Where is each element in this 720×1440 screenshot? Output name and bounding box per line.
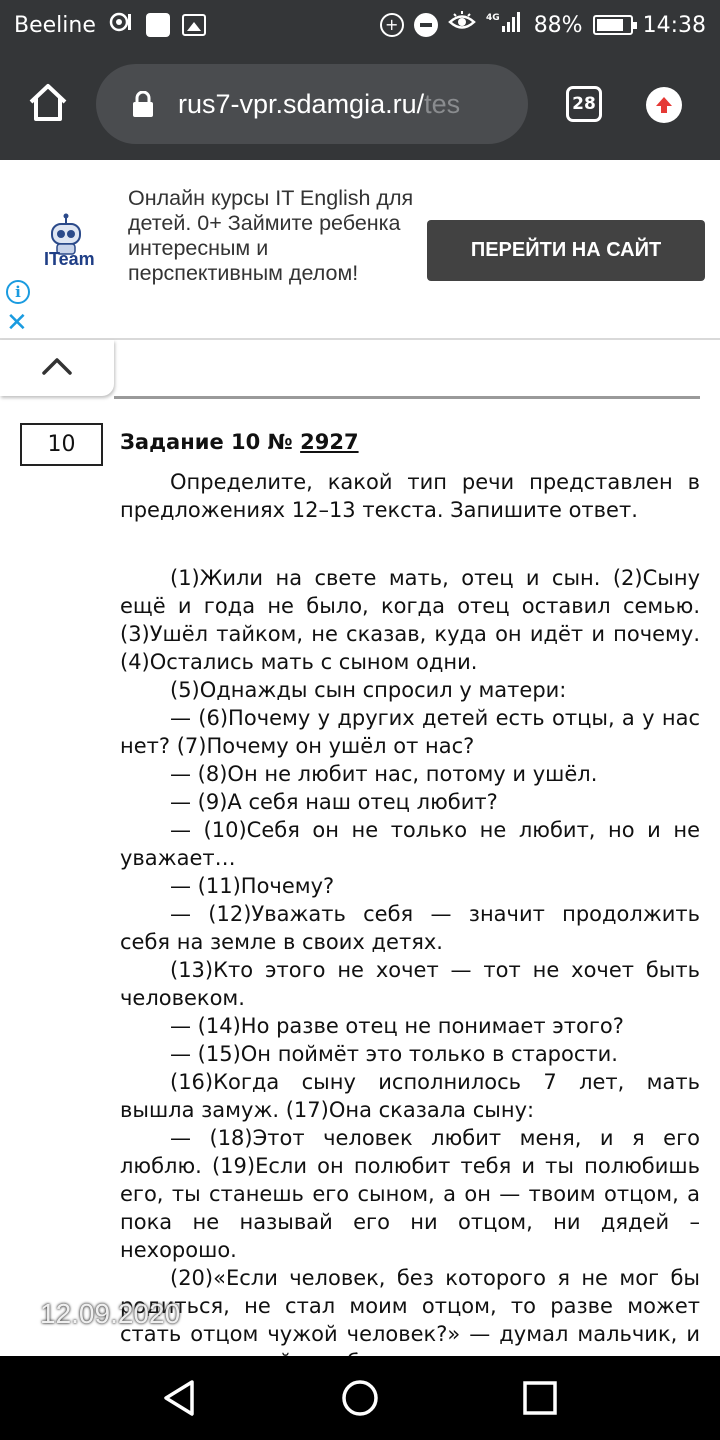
collapse-ad-button[interactable] xyxy=(0,340,114,396)
home-nav-icon[interactable] xyxy=(338,1376,382,1420)
text-paragraph: — (8)Он не любит нас, потому и ушёл. xyxy=(170,762,598,786)
home-icon[interactable] xyxy=(26,80,70,124)
do-not-disturb-icon xyxy=(414,13,438,37)
iteam-logo[interactable] xyxy=(42,212,116,282)
recents-icon[interactable] xyxy=(518,1376,562,1420)
text-paragraph: (1)Жили на свете мать, отец и сын. (2)Сыну ещё и года не было, когда отец оставил семью. (3)Ушёл тайком, не сказав, куда он идёт и почему. (4)Остались мать с сыном одни. xyxy=(120,566,700,674)
status-bar xyxy=(0,0,720,50)
lock-icon xyxy=(132,91,154,117)
go-to-site-button[interactable]: ПЕРЕЙТИ НА САЙТ xyxy=(427,220,705,281)
text-paragraph: (5)Однажды сын спросил у матери: xyxy=(170,678,567,702)
url-text xyxy=(178,89,460,120)
text-paragraph: — (6)Почему у других детей есть отцы, а у нас нет? (7)Почему он ушёл от нас? xyxy=(120,706,700,758)
address-bar[interactable] xyxy=(96,64,528,144)
text-paragraph: (20)«Если человек, без которого я не мог бы родиться, не стал моим отцом, то разве может стать отцом чужой человек?» — думал мальчик, и xyxy=(120,1266,700,1346)
task-question: Определите, какой тип речи представлен в предложениях 12–13 текста. Запишите ответ. xyxy=(120,470,700,522)
network-type-label: 4G xyxy=(485,13,500,23)
text-paragraph: — (14)Но разве отец не понимает этого? xyxy=(170,1014,624,1038)
task-title-text: Задание 10 № xyxy=(120,430,301,454)
task-number-box: 10 xyxy=(20,423,103,466)
text-paragraph: — (12)Уважать себя — значит продолжить себя на земле в своих детях. xyxy=(120,902,700,954)
signal-icon xyxy=(486,10,524,40)
eye-comfort-icon xyxy=(448,11,476,39)
carrier-label: Beeline xyxy=(14,12,96,38)
tab-switcher-button[interactable]: 28 xyxy=(566,86,602,122)
task-title xyxy=(120,430,359,454)
url-main: rus7-vpr.sdamgia.ru/ xyxy=(178,88,425,119)
text-paragraph: — (11)Почему? xyxy=(170,874,335,898)
chevron-up-icon xyxy=(41,356,73,380)
data-saver-icon: + xyxy=(380,13,404,37)
ad-banner xyxy=(0,160,720,340)
text-paragraph: — (9)А себя наш отец любит? xyxy=(170,790,498,814)
screen-cast-icon xyxy=(108,10,134,40)
upload-icon[interactable] xyxy=(646,87,682,123)
system-nav-bar xyxy=(0,1356,720,1440)
battery-percent: 88% xyxy=(533,12,583,38)
clock: 14:38 xyxy=(642,12,706,38)
browser-toolbar xyxy=(0,50,720,160)
ad-info-icon[interactable]: i xyxy=(6,280,30,304)
text-paragraph: (16)Когда сыну исполнилось 7 лет, мать вышла замуж. (17)Она сказала сыну: xyxy=(120,1070,700,1122)
task-id-link[interactable]: 2927 xyxy=(300,430,359,454)
url-overflow: tes xyxy=(424,88,461,119)
text-paragraph: (13)Кто этого не хочет — тот не хочет быть человеком. xyxy=(120,958,700,1010)
text-paragraph: — (10)Себя он не только не любит, но и не уважает… xyxy=(120,818,700,870)
text-paragraph: — (15)Он поймёт это только в старости. xyxy=(170,1042,618,1066)
divider xyxy=(114,396,700,399)
notification-square-icon xyxy=(146,13,170,37)
logo-wordmark: ITeam xyxy=(44,249,95,269)
back-icon[interactable] xyxy=(158,1376,202,1420)
date-watermark: 12.09.2020 xyxy=(40,1298,181,1329)
task-content xyxy=(120,468,700,1376)
gallery-icon xyxy=(182,14,206,36)
ad-close-icon[interactable]: ✕ xyxy=(6,308,28,338)
ad-text[interactable]: Онлайн курсы IT English для детей. 0+ Займите ребенка интересным и перспективным делом! xyxy=(128,186,414,285)
text-paragraph: — (18)Этот человек любит меня, и я его люблю. (19)Если он полюбит тебя и ты полюбишь его, ты станешь его сыном, а он — твоим отцом, а пока не называй его ни отцом, ни дядей – нехорошо. xyxy=(120,1126,700,1262)
battery-icon xyxy=(593,15,633,35)
